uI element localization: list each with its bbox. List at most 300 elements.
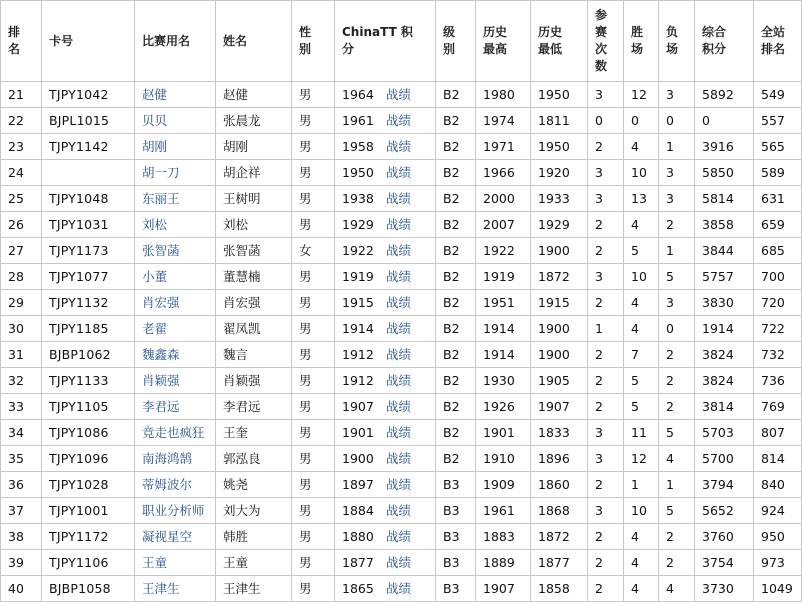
header-level[interactable]: 级别 bbox=[436, 1, 476, 82]
nick-cell bbox=[135, 290, 216, 316]
score-cell bbox=[335, 446, 436, 472]
gender-cell: 男 bbox=[292, 472, 335, 498]
hist-high-cell: 1909 bbox=[476, 472, 531, 498]
name-cell: 胡刚 bbox=[216, 134, 292, 160]
total-cell: 3858 bbox=[695, 212, 754, 238]
total-cell: 3814 bbox=[695, 394, 754, 420]
score-cell bbox=[335, 264, 436, 290]
losses-cell: 0 bbox=[659, 108, 695, 134]
score-cell bbox=[335, 290, 436, 316]
hist-low-cell: 1950 bbox=[531, 82, 588, 108]
total-cell: 3830 bbox=[695, 290, 754, 316]
total-cell: 3730 bbox=[695, 576, 754, 602]
table-row bbox=[1, 472, 802, 498]
score-value: 1938 bbox=[342, 191, 374, 206]
score-cell bbox=[335, 550, 436, 576]
record-link[interactable]: 战绩 bbox=[385, 373, 411, 388]
rank-cell: 21 bbox=[1, 82, 42, 108]
header-score[interactable]: ChinaTT 积分 bbox=[335, 1, 436, 82]
header-hist-low[interactable]: 历史最低 bbox=[531, 1, 588, 82]
site-rank-cell: 950 bbox=[754, 524, 802, 550]
hist-low-cell: 1900 bbox=[531, 342, 588, 368]
site-rank-cell: 736 bbox=[754, 368, 802, 394]
hist-low-cell: 1905 bbox=[531, 368, 588, 394]
record-link[interactable]: 战绩 bbox=[385, 347, 411, 362]
rank-cell: 22 bbox=[1, 108, 42, 134]
table-row bbox=[1, 550, 802, 576]
score-cell bbox=[335, 212, 436, 238]
matches-cell: 3 bbox=[588, 264, 624, 290]
hist-high-cell: 1980 bbox=[476, 82, 531, 108]
record-link[interactable]: 战绩 bbox=[385, 451, 411, 466]
hist-high-cell: 1974 bbox=[476, 108, 531, 134]
site-rank-cell: 700 bbox=[754, 264, 802, 290]
nick-link[interactable]: 李君远 bbox=[142, 399, 180, 414]
total-cell: 5850 bbox=[695, 160, 754, 186]
record-link[interactable]: 战绩 bbox=[385, 503, 411, 518]
card-cell: TJPY1172 bbox=[42, 524, 135, 550]
table-row bbox=[1, 82, 802, 108]
hist-low-cell: 1833 bbox=[531, 420, 588, 446]
rank-cell: 25 bbox=[1, 186, 42, 212]
hist-high-cell: 1951 bbox=[476, 290, 531, 316]
card-cell: BJBP1058 bbox=[42, 576, 135, 602]
nick-cell bbox=[135, 134, 216, 160]
site-rank-cell: 722 bbox=[754, 316, 802, 342]
nick-link[interactable]: 南海鸿鹄 bbox=[142, 451, 193, 466]
matches-cell: 2 bbox=[588, 212, 624, 238]
level-cell: B2 bbox=[436, 420, 476, 446]
losses-cell: 5 bbox=[659, 420, 695, 446]
gender-cell: 男 bbox=[292, 368, 335, 394]
score-value: 1919 bbox=[342, 269, 374, 284]
record-link[interactable]: 战绩 bbox=[385, 269, 411, 284]
nick-cell bbox=[135, 238, 216, 264]
nick-cell bbox=[135, 524, 216, 550]
level-cell: B2 bbox=[436, 368, 476, 394]
hist-high-cell: 1907 bbox=[476, 576, 531, 602]
nick-link[interactable]: 东丽王 bbox=[142, 191, 180, 206]
record-link[interactable]: 战绩 bbox=[385, 139, 411, 154]
site-rank-cell: 589 bbox=[754, 160, 802, 186]
hist-low-cell: 1811 bbox=[531, 108, 588, 134]
site-rank-cell: 685 bbox=[754, 238, 802, 264]
rank-cell: 28 bbox=[1, 264, 42, 290]
hist-low-cell: 1900 bbox=[531, 316, 588, 342]
level-cell: B2 bbox=[436, 446, 476, 472]
gender-cell: 男 bbox=[292, 420, 335, 446]
record-link[interactable]: 战绩 bbox=[385, 581, 411, 596]
card-cell: TJPY1028 bbox=[42, 472, 135, 498]
gender-cell: 男 bbox=[292, 550, 335, 576]
rank-cell: 29 bbox=[1, 290, 42, 316]
score-value: 1964 bbox=[342, 87, 374, 102]
card-cell: TJPY1048 bbox=[42, 186, 135, 212]
nick-cell bbox=[135, 316, 216, 342]
nick-cell bbox=[135, 342, 216, 368]
level-cell: B2 bbox=[436, 264, 476, 290]
nick-cell bbox=[135, 576, 216, 602]
matches-cell: 2 bbox=[588, 290, 624, 316]
nick-link[interactable]: 胡一刀 bbox=[142, 165, 180, 180]
name-cell: 张晨龙 bbox=[216, 108, 292, 134]
nick-cell bbox=[135, 160, 216, 186]
hist-high-cell: 1914 bbox=[476, 316, 531, 342]
rank-cell: 37 bbox=[1, 498, 42, 524]
record-link[interactable]: 战绩 bbox=[385, 113, 411, 128]
record-link[interactable]: 战绩 bbox=[385, 529, 411, 544]
hist-low-cell: 1929 bbox=[531, 212, 588, 238]
rank-cell: 32 bbox=[1, 368, 42, 394]
score-value: 1907 bbox=[342, 399, 374, 414]
rank-cell: 40 bbox=[1, 576, 42, 602]
losses-cell: 1 bbox=[659, 238, 695, 264]
card-cell: TJPY1133 bbox=[42, 368, 135, 394]
hist-low-cell: 1915 bbox=[531, 290, 588, 316]
wins-cell: 10 bbox=[624, 264, 659, 290]
name-cell: 郭泓良 bbox=[216, 446, 292, 472]
name-cell: 肖宏强 bbox=[216, 290, 292, 316]
score-cell bbox=[335, 472, 436, 498]
card-cell: TJPY1173 bbox=[42, 238, 135, 264]
name-cell: 刘大为 bbox=[216, 498, 292, 524]
card-cell: TJPY1106 bbox=[42, 550, 135, 576]
nick-link[interactable]: 肖颖强 bbox=[142, 373, 180, 388]
total-cell: 5814 bbox=[695, 186, 754, 212]
header-rank[interactable]: 排名 bbox=[1, 1, 42, 82]
card-cell bbox=[42, 160, 135, 186]
gender-cell: 男 bbox=[292, 186, 335, 212]
header-card[interactable]: 卡号 bbox=[42, 1, 135, 82]
nick-link[interactable]: 老翟 bbox=[142, 321, 168, 336]
score-cell bbox=[335, 160, 436, 186]
name-cell: 刘松 bbox=[216, 212, 292, 238]
level-cell: B3 bbox=[436, 498, 476, 524]
gender-cell: 女 bbox=[292, 238, 335, 264]
card-cell: TJPY1031 bbox=[42, 212, 135, 238]
table-row bbox=[1, 316, 802, 342]
matches-cell: 2 bbox=[588, 524, 624, 550]
nick-link[interactable]: 贝贝 bbox=[142, 113, 168, 128]
matches-cell: 3 bbox=[588, 160, 624, 186]
hist-high-cell: 1914 bbox=[476, 342, 531, 368]
nick-link[interactable]: 赵健 bbox=[142, 87, 168, 102]
nick-link[interactable]: 小董 bbox=[142, 269, 168, 284]
site-rank-cell: 732 bbox=[754, 342, 802, 368]
hist-low-cell: 1858 bbox=[531, 576, 588, 602]
score-value: 1950 bbox=[342, 165, 374, 180]
wins-cell: 12 bbox=[624, 82, 659, 108]
level-cell: B3 bbox=[436, 550, 476, 576]
table-row bbox=[1, 576, 802, 602]
hist-high-cell: 1926 bbox=[476, 394, 531, 420]
score-cell bbox=[335, 82, 436, 108]
table-row bbox=[1, 134, 802, 160]
site-rank-cell: 924 bbox=[754, 498, 802, 524]
table-body bbox=[1, 82, 802, 602]
matches-cell: 2 bbox=[588, 342, 624, 368]
wins-cell: 11 bbox=[624, 420, 659, 446]
card-cell: TJPY1105 bbox=[42, 394, 135, 420]
losses-cell: 3 bbox=[659, 290, 695, 316]
nick-cell bbox=[135, 82, 216, 108]
site-rank-cell: 549 bbox=[754, 82, 802, 108]
nick-link[interactable]: 张智菡 bbox=[142, 243, 180, 258]
score-value: 1901 bbox=[342, 425, 374, 440]
score-value: 1884 bbox=[342, 503, 374, 518]
hist-high-cell: 1919 bbox=[476, 264, 531, 290]
score-value: 1915 bbox=[342, 295, 374, 310]
total-cell: 5652 bbox=[695, 498, 754, 524]
level-cell: B2 bbox=[436, 290, 476, 316]
score-value: 1900 bbox=[342, 451, 374, 466]
name-cell: 魏言 bbox=[216, 342, 292, 368]
nick-link[interactable]: 凝视星空 bbox=[142, 529, 193, 544]
record-link[interactable]: 战绩 bbox=[385, 217, 411, 232]
record-link[interactable]: 战绩 bbox=[385, 425, 411, 440]
table-row bbox=[1, 446, 802, 472]
site-rank-cell: 807 bbox=[754, 420, 802, 446]
name-cell: 王树明 bbox=[216, 186, 292, 212]
losses-cell: 2 bbox=[659, 524, 695, 550]
record-link[interactable]: 战绩 bbox=[385, 399, 411, 414]
name-cell: 李君远 bbox=[216, 394, 292, 420]
site-rank-cell: 720 bbox=[754, 290, 802, 316]
matches-cell: 3 bbox=[588, 420, 624, 446]
score-value: 1958 bbox=[342, 139, 374, 154]
rank-cell: 34 bbox=[1, 420, 42, 446]
header-total[interactable]: 综合积分 bbox=[695, 1, 754, 82]
hist-high-cell: 2000 bbox=[476, 186, 531, 212]
table-row bbox=[1, 394, 802, 420]
score-cell bbox=[335, 342, 436, 368]
matches-cell: 2 bbox=[588, 576, 624, 602]
losses-cell: 3 bbox=[659, 160, 695, 186]
score-value: 1914 bbox=[342, 321, 374, 336]
header-nick[interactable]: 比赛用名 bbox=[135, 1, 216, 82]
rank-cell: 30 bbox=[1, 316, 42, 342]
hist-high-cell: 1966 bbox=[476, 160, 531, 186]
table-row bbox=[1, 368, 802, 394]
level-cell: B2 bbox=[436, 186, 476, 212]
score-value: 1912 bbox=[342, 373, 374, 388]
card-cell: TJPY1077 bbox=[42, 264, 135, 290]
record-link[interactable]: 战绩 bbox=[385, 321, 411, 336]
name-cell: 姚尧 bbox=[216, 472, 292, 498]
name-cell: 胡企祥 bbox=[216, 160, 292, 186]
nick-link[interactable]: 蒂姆波尔 bbox=[142, 477, 193, 492]
losses-cell: 1 bbox=[659, 134, 695, 160]
header-hist-high[interactable]: 历史最高 bbox=[476, 1, 531, 82]
gender-cell: 男 bbox=[292, 264, 335, 290]
losses-cell: 4 bbox=[659, 576, 695, 602]
score-cell bbox=[335, 394, 436, 420]
level-cell: B2 bbox=[436, 134, 476, 160]
losses-cell: 2 bbox=[659, 212, 695, 238]
nick-link[interactable]: 肖宏强 bbox=[142, 295, 180, 310]
level-cell: B2 bbox=[436, 238, 476, 264]
matches-cell: 2 bbox=[588, 394, 624, 420]
total-cell: 3754 bbox=[695, 550, 754, 576]
table-row bbox=[1, 238, 802, 264]
wins-cell: 5 bbox=[624, 368, 659, 394]
nick-link[interactable]: 职业分析师 bbox=[142, 503, 205, 518]
gender-cell: 男 bbox=[292, 290, 335, 316]
card-cell: BJBP1062 bbox=[42, 342, 135, 368]
card-cell: TJPY1185 bbox=[42, 316, 135, 342]
rank-cell: 23 bbox=[1, 134, 42, 160]
hist-low-cell: 1896 bbox=[531, 446, 588, 472]
header-matches[interactable]: 参赛次数 bbox=[588, 1, 624, 82]
header-wins[interactable]: 胜场 bbox=[624, 1, 659, 82]
wins-cell: 1 bbox=[624, 472, 659, 498]
total-cell: 5757 bbox=[695, 264, 754, 290]
losses-cell: 4 bbox=[659, 446, 695, 472]
hist-low-cell: 1872 bbox=[531, 264, 588, 290]
header-row bbox=[1, 1, 802, 82]
gender-cell: 男 bbox=[292, 498, 335, 524]
gender-cell: 男 bbox=[292, 134, 335, 160]
matches-cell: 1 bbox=[588, 316, 624, 342]
table-row bbox=[1, 290, 802, 316]
matches-cell: 3 bbox=[588, 186, 624, 212]
hist-low-cell: 1933 bbox=[531, 186, 588, 212]
matches-cell: 2 bbox=[588, 134, 624, 160]
total-cell: 3844 bbox=[695, 238, 754, 264]
nick-cell bbox=[135, 186, 216, 212]
level-cell: B2 bbox=[436, 82, 476, 108]
matches-cell: 2 bbox=[588, 238, 624, 264]
nick-link[interactable]: 王津生 bbox=[142, 581, 180, 596]
nick-cell bbox=[135, 446, 216, 472]
matches-cell: 2 bbox=[588, 550, 624, 576]
header-site-rank[interactable]: 全站排名 bbox=[754, 1, 802, 82]
nick-cell bbox=[135, 264, 216, 290]
rank-cell: 24 bbox=[1, 160, 42, 186]
score-cell bbox=[335, 316, 436, 342]
name-cell: 张智菡 bbox=[216, 238, 292, 264]
name-cell: 赵健 bbox=[216, 82, 292, 108]
site-rank-cell: 1049 bbox=[754, 576, 802, 602]
score-cell bbox=[335, 368, 436, 394]
nick-link[interactable]: 胡刚 bbox=[142, 139, 168, 154]
hist-low-cell: 1920 bbox=[531, 160, 588, 186]
nick-link[interactable]: 魏鑫森 bbox=[142, 347, 180, 362]
wins-cell: 5 bbox=[624, 238, 659, 264]
nick-cell bbox=[135, 368, 216, 394]
rank-cell: 31 bbox=[1, 342, 42, 368]
level-cell: B2 bbox=[436, 316, 476, 342]
rank-cell: 35 bbox=[1, 446, 42, 472]
gender-cell: 男 bbox=[292, 82, 335, 108]
card-cell: BJPL1015 bbox=[42, 108, 135, 134]
record-link[interactable]: 战绩 bbox=[385, 87, 411, 102]
gender-cell: 男 bbox=[292, 342, 335, 368]
level-cell: B2 bbox=[436, 108, 476, 134]
matches-cell: 3 bbox=[588, 446, 624, 472]
matches-cell: 0 bbox=[588, 108, 624, 134]
hist-low-cell: 1872 bbox=[531, 524, 588, 550]
gender-cell: 男 bbox=[292, 212, 335, 238]
hist-low-cell: 1860 bbox=[531, 472, 588, 498]
wins-cell: 5 bbox=[624, 394, 659, 420]
header-name[interactable]: 姓名 bbox=[216, 1, 292, 82]
table-row bbox=[1, 212, 802, 238]
nick-link[interactable]: 竞走也疯狂 bbox=[142, 425, 205, 440]
hist-high-cell: 1901 bbox=[476, 420, 531, 446]
losses-cell: 2 bbox=[659, 342, 695, 368]
site-rank-cell: 814 bbox=[754, 446, 802, 472]
level-cell: B2 bbox=[436, 160, 476, 186]
name-cell: 肖颖强 bbox=[216, 368, 292, 394]
record-link[interactable]: 战绩 bbox=[385, 191, 411, 206]
rank-cell: 33 bbox=[1, 394, 42, 420]
nick-cell bbox=[135, 212, 216, 238]
header-gender[interactable]: 性别 bbox=[292, 1, 335, 82]
site-rank-cell: 565 bbox=[754, 134, 802, 160]
site-rank-cell: 973 bbox=[754, 550, 802, 576]
total-cell: 0 bbox=[695, 108, 754, 134]
rank-cell: 39 bbox=[1, 550, 42, 576]
card-cell: TJPY1096 bbox=[42, 446, 135, 472]
record-link[interactable]: 战绩 bbox=[385, 295, 411, 310]
nick-cell bbox=[135, 550, 216, 576]
gender-cell: 男 bbox=[292, 524, 335, 550]
gender-cell: 男 bbox=[292, 446, 335, 472]
wins-cell: 4 bbox=[624, 524, 659, 550]
wins-cell: 4 bbox=[624, 316, 659, 342]
score-cell bbox=[335, 524, 436, 550]
score-value: 1922 bbox=[342, 243, 374, 258]
score-value: 1929 bbox=[342, 217, 374, 232]
card-cell: TJPY1001 bbox=[42, 498, 135, 524]
losses-cell: 2 bbox=[659, 368, 695, 394]
gender-cell: 男 bbox=[292, 108, 335, 134]
table-row bbox=[1, 342, 802, 368]
total-cell: 3794 bbox=[695, 472, 754, 498]
level-cell: B2 bbox=[436, 212, 476, 238]
losses-cell: 5 bbox=[659, 264, 695, 290]
record-link[interactable]: 战绩 bbox=[385, 555, 411, 570]
card-cell: TJPY1042 bbox=[42, 82, 135, 108]
name-cell: 王童 bbox=[216, 550, 292, 576]
hist-low-cell: 1950 bbox=[531, 134, 588, 160]
score-cell bbox=[335, 108, 436, 134]
level-cell: B3 bbox=[436, 576, 476, 602]
nick-cell bbox=[135, 108, 216, 134]
hist-low-cell: 1900 bbox=[531, 238, 588, 264]
name-cell: 翟凤凯 bbox=[216, 316, 292, 342]
record-link[interactable]: 战绩 bbox=[385, 165, 411, 180]
score-cell bbox=[335, 134, 436, 160]
table-row bbox=[1, 186, 802, 212]
wins-cell: 7 bbox=[624, 342, 659, 368]
wins-cell: 12 bbox=[624, 446, 659, 472]
score-value: 1865 bbox=[342, 581, 374, 596]
nick-link[interactable]: 刘松 bbox=[142, 217, 168, 232]
total-cell: 3916 bbox=[695, 134, 754, 160]
gender-cell: 男 bbox=[292, 576, 335, 602]
header-losses[interactable]: 负场 bbox=[659, 1, 695, 82]
total-cell: 1914 bbox=[695, 316, 754, 342]
nick-link[interactable]: 王童 bbox=[142, 555, 168, 570]
hist-high-cell: 2007 bbox=[476, 212, 531, 238]
record-link[interactable]: 战绩 bbox=[385, 477, 411, 492]
score-cell bbox=[335, 576, 436, 602]
record-link[interactable]: 战绩 bbox=[385, 243, 411, 258]
hist-high-cell: 1971 bbox=[476, 134, 531, 160]
table-row bbox=[1, 264, 802, 290]
